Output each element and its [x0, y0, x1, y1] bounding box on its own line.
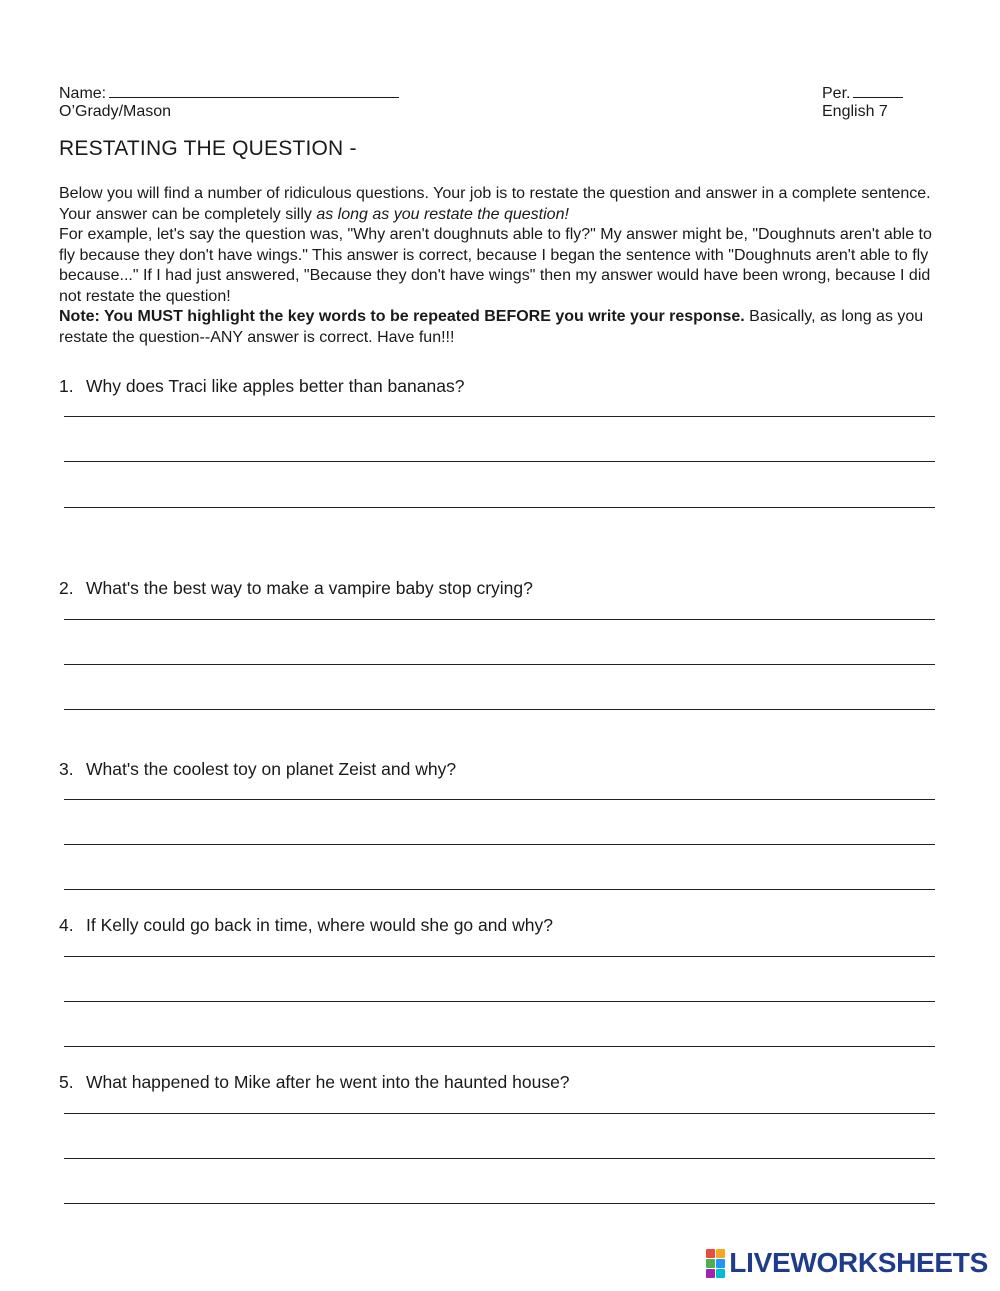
- question-number: 1.: [59, 376, 74, 396]
- logo-block: [716, 1269, 725, 1278]
- note-bold: Note: You MUST highlight the key words to be repeated BEFORE you write your response.: [59, 308, 745, 325]
- question-number: 4.: [59, 915, 74, 935]
- instructions-italic: as long as you restate the question!: [316, 205, 569, 223]
- liveworksheets-logo: [706, 1248, 988, 1278]
- example-text: For example, let's say the question was, "Why aren't doughnuts able to fly?" My answer might be, "Doughnuts aren't able to fly because they don't have wings." This answer is correct, because I began the sentence with "Doughnuts aren't able to fly because..." If I had just answered, "Because they don't have wings" then my answer would have been wrong, because I did not restate the question!: [59, 226, 932, 305]
- question-number: 3.: [59, 759, 74, 779]
- logo-blocks-icon: [706, 1249, 725, 1278]
- logo-block: [716, 1259, 725, 1268]
- teacher-name: O’Grady/Mason: [59, 103, 172, 120]
- answer-line[interactable]: [64, 1046, 935, 1047]
- question-5: [59, 1071, 570, 1093]
- name-blank-line[interactable]: [109, 82, 399, 98]
- name-label: Name:: [59, 85, 107, 102]
- answer-line[interactable]: [64, 1158, 935, 1159]
- period-label: Per.: [822, 85, 851, 102]
- question-text: What's the coolest toy on planet Zeist and why?: [86, 759, 457, 779]
- worksheet-title: RESTATING THE QUESTION -: [59, 137, 357, 160]
- question-2: [59, 577, 533, 599]
- question-1: [59, 375, 464, 397]
- header-row-1: [59, 82, 912, 104]
- class-name: English 7: [822, 103, 888, 120]
- question-text: What happened to Mike after he went into the haunted house?: [86, 1072, 570, 1092]
- question-number: 5.: [59, 1072, 74, 1092]
- logo-block: [706, 1259, 715, 1268]
- question-3: [59, 758, 456, 780]
- header-row-2: [59, 102, 912, 122]
- question-text: What's the best way to make a vampire baby stop crying?: [86, 578, 533, 598]
- answer-line[interactable]: [64, 709, 935, 710]
- logo-block: [706, 1269, 715, 1278]
- answer-line[interactable]: [64, 1001, 935, 1002]
- note-para: [59, 307, 939, 348]
- answer-line[interactable]: [64, 889, 935, 890]
- question-text: If Kelly could go back in time, where would she go and why?: [86, 915, 553, 935]
- question-4: [59, 914, 553, 936]
- note-rest: Basically, as long as you restate the question--ANY answer is correct. Have fun!!!: [59, 308, 924, 346]
- question-number: 2.: [59, 578, 74, 598]
- instructions: [59, 184, 939, 348]
- answer-line[interactable]: [64, 1113, 935, 1114]
- answer-line[interactable]: [64, 799, 935, 800]
- instructions-text: Below you will find a number of ridiculous questions. Your job is to restate the question and answer in a complete sentence. Your answer can be completely silly: [59, 185, 931, 223]
- question-text: Why does Traci like apples better than bananas?: [86, 376, 465, 396]
- name-field[interactable]: [59, 82, 399, 104]
- logo-block: [716, 1249, 725, 1258]
- period-field[interactable]: [822, 82, 912, 104]
- answer-line[interactable]: [64, 844, 935, 845]
- answer-line[interactable]: [64, 507, 935, 508]
- answer-line[interactable]: [64, 416, 935, 417]
- answer-line[interactable]: [64, 461, 935, 462]
- logo-text: LIVEWORKSHEETS: [729, 1247, 988, 1278]
- answer-line[interactable]: [64, 1203, 935, 1204]
- answer-line[interactable]: [64, 619, 935, 620]
- answer-line[interactable]: [64, 956, 935, 957]
- logo-block: [706, 1249, 715, 1258]
- answer-line[interactable]: [64, 664, 935, 665]
- period-blank-line[interactable]: [853, 82, 903, 98]
- instructions-para-1: [59, 184, 939, 225]
